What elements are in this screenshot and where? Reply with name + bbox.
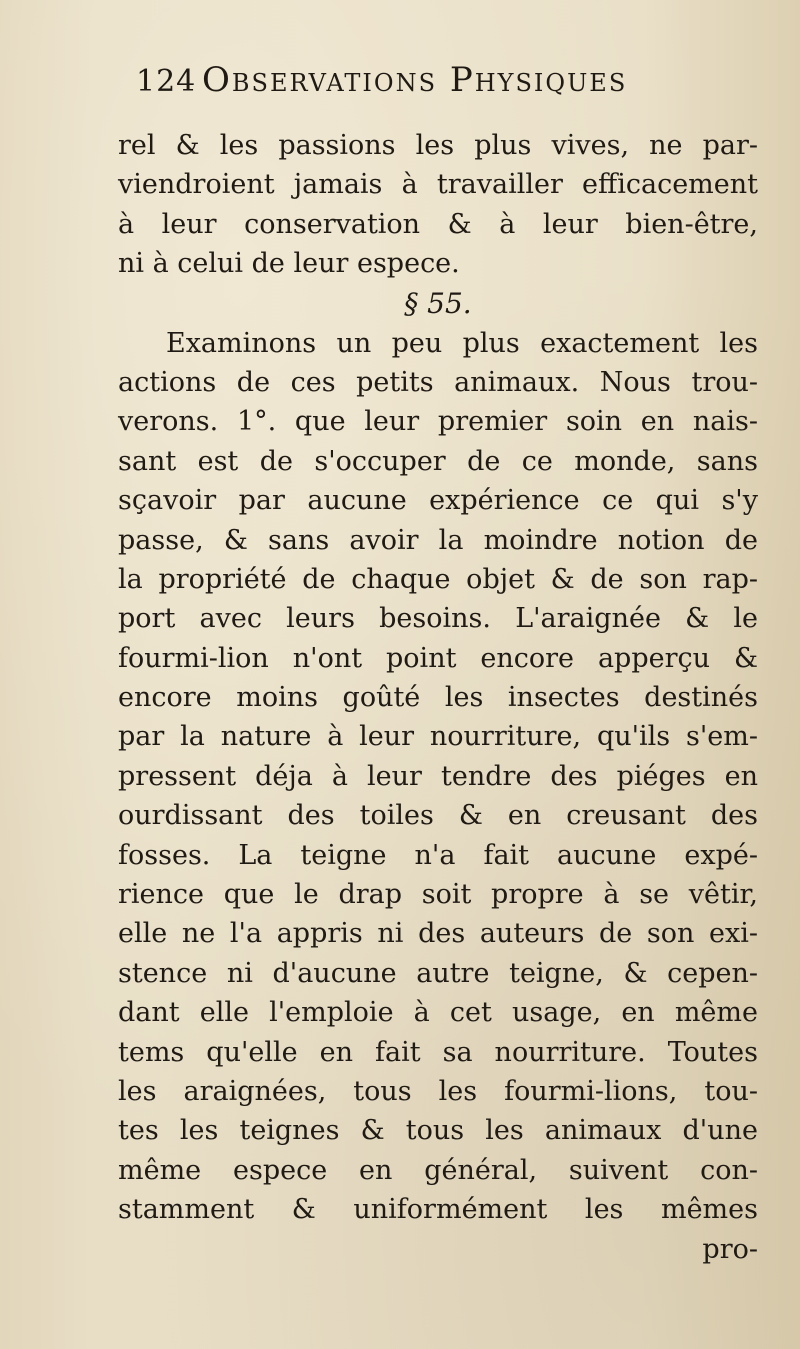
text-line: encore moins goûté les insectes destinés <box>118 682 758 714</box>
text-line: les araignées, tous les fourmi-lions, tou- <box>118 1075 758 1107</box>
text-line: tes les teignes & tous les animaux d'une <box>118 1115 758 1147</box>
text-line: la propriété de chaque objet & de son rap- <box>118 563 758 595</box>
running-head: Observations Physiques <box>202 60 628 100</box>
text-line: Examinons un peu plus exactement les <box>166 327 758 359</box>
text-line: tems qu'elle en fait sa nourriture. Toutes <box>118 1036 758 1068</box>
text-line: sçavoir par aucune expérience ce qui s'y <box>118 485 758 517</box>
text-line: port avec leurs besoins. L'araignée & le <box>118 603 758 635</box>
text-line: ni à celui de leur espece. <box>118 248 460 280</box>
text-line: fourmi-lion n'ont point encore apperçu & <box>118 642 758 674</box>
text-line: passe, & sans avoir la moindre notion de <box>118 524 758 556</box>
text-line: actions de ces petits animaux. Nous trou- <box>118 366 758 398</box>
text-line: rel & les passions les plus vives, ne par- <box>118 130 758 161</box>
text-line: stence ni d'aucune autre teigne, & cepen- <box>118 957 758 989</box>
text-line: ourdissant des toiles & en creusant des <box>118 800 758 832</box>
text-line: elle ne l'a appris ni des auteurs de son exi- <box>118 918 758 950</box>
text-line: viendroient jamais à travailler efficacement <box>118 169 758 201</box>
text-line: verons. 1°. que leur premier soin en nais- <box>118 406 758 438</box>
text-line: pressent déja à leur tendre des piéges en <box>118 760 758 792</box>
text-line: à leur conservation & à leur bien-être, <box>118 208 758 240</box>
section-heading <box>118 284 758 324</box>
page-header <box>136 60 756 110</box>
body-text <box>118 126 758 1269</box>
text-line: fosses. La teigne n'a fait aucune expé- <box>118 839 758 871</box>
page-number: 124 <box>136 64 197 99</box>
text-line: stamment & uniformément les mêmes <box>118 1194 758 1226</box>
text-line: sant est de s'occuper de ce monde, sans <box>118 445 758 477</box>
section-number: § 55. <box>404 286 472 320</box>
catchword: pro- <box>702 1233 758 1265</box>
text-line: par la nature à leur nourriture, qu'ils s'em- <box>118 721 758 753</box>
text-line: dant elle l'emploie à cet usage, en même <box>118 997 758 1029</box>
text-line: même espece en général, suivent con- <box>118 1154 758 1186</box>
text-line: rience que le drap soit propre à se vêtir, <box>118 879 758 911</box>
